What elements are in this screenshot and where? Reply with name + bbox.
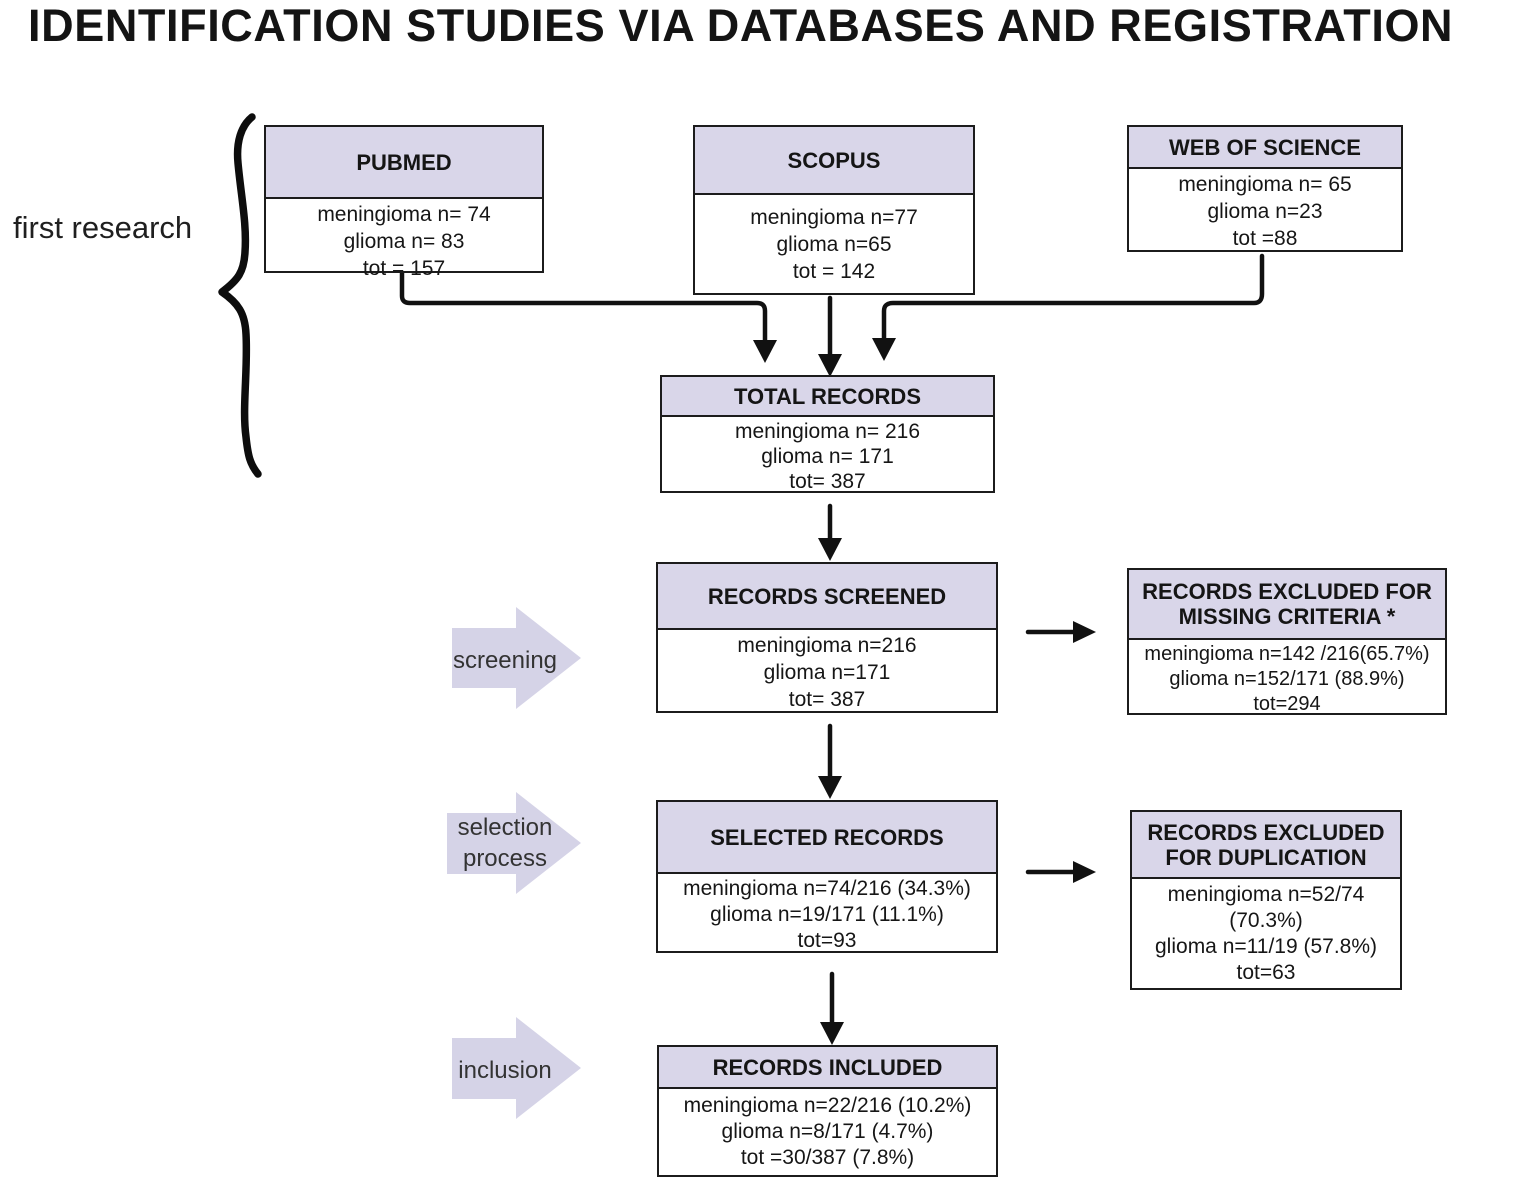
arrowhead-icon	[1073, 861, 1096, 883]
flow-box-records-screened-title: RECORDS SCREENED	[707, 583, 947, 609]
stat-line: tot= 387	[788, 688, 866, 711]
flow-box-pubmed-title: PUBMED	[356, 149, 452, 175]
flow-box-total-records-body	[662, 417, 993, 496]
flow-box-web-of-science	[1127, 125, 1403, 252]
flow-box-pubmed-body	[266, 199, 542, 284]
flow-box-records-excluded-duplication-body	[1132, 879, 1400, 988]
flow-box-selected-records-header	[658, 802, 996, 874]
stat-line: glioma n=171	[763, 661, 891, 684]
inclusion-stage-label: inclusion	[458, 1057, 552, 1084]
stat-line: meningioma n= 65	[1178, 173, 1352, 196]
flow-box-records-included-header	[659, 1047, 996, 1089]
flow-box-web-of-science-body	[1129, 169, 1401, 254]
stat-line: tot = 157	[362, 257, 446, 280]
screening-stage-label: screening	[452, 647, 558, 674]
flow-box-records-screened-header	[658, 564, 996, 630]
stat-line: glioma n=19/171 (11.1%)	[710, 903, 944, 926]
flow-box-records-included-body	[659, 1089, 996, 1175]
stat-line: meningioma n=52/74	[1167, 882, 1365, 906]
stat-line: meningioma n= 74	[317, 203, 491, 226]
stat-line: tot =88	[1232, 227, 1298, 250]
flow-box-records-excluded-duplication-title: RECORDS EXCLUDED FOR DUPLICATION	[1147, 819, 1385, 870]
stat-line: glioma n= 171	[761, 445, 894, 468]
arrowhead-icon	[818, 354, 842, 377]
flow-box-web-of-science-header	[1129, 127, 1401, 169]
stat-line: meningioma n= 216	[734, 420, 921, 443]
stat-line: tot= 387	[789, 470, 866, 493]
flow-box-records-excluded-duplication-header	[1132, 812, 1400, 879]
flow-box-records-excluded-missing-body	[1129, 640, 1445, 719]
arrowhead-icon	[753, 340, 777, 363]
flow-box-pubmed	[264, 125, 544, 280]
arrowhead-icon	[872, 338, 896, 361]
stat-line: tot=63	[1236, 960, 1296, 984]
flow-box-records-excluded-missing-header	[1129, 570, 1445, 640]
curly-brace-icon	[222, 117, 258, 474]
flow-box-selected-records-body	[658, 874, 996, 956]
flow-box-scopus	[693, 125, 975, 295]
flow-box-pubmed-header	[266, 127, 542, 199]
arrowhead-icon	[1073, 621, 1096, 643]
stat-line: tot=294	[1253, 693, 1321, 715]
flow-box-total-records	[660, 375, 995, 493]
flow-box-records-screened-body	[658, 630, 996, 715]
flow-box-records-excluded-duplication	[1130, 810, 1402, 990]
flow-box-web-of-science-title: WEB OF SCIENCE	[1169, 134, 1361, 160]
selection-stage-label-line2: process	[462, 845, 548, 872]
stat-line: tot = 142	[792, 259, 876, 283]
flow-box-total-records-title: TOTAL RECORDS	[733, 383, 921, 409]
arrowhead-icon	[818, 538, 842, 561]
stat-line: glioma n=23	[1207, 200, 1323, 223]
selection-stage-label-line1: selection	[457, 814, 553, 841]
stat-line: glioma n=11/19 (57.8%)	[1155, 934, 1377, 958]
flow-box-scopus-body	[695, 195, 973, 293]
stat-line: tot=93	[797, 929, 857, 952]
flow-box-records-included-title: RECORDS INCLUDED	[712, 1054, 943, 1080]
stat-line: (70.3%)	[1229, 908, 1303, 932]
stat-line: glioma n=65	[776, 232, 892, 256]
flow-box-scopus-title: SCOPUS	[787, 147, 881, 173]
flow-box-records-screened	[656, 562, 998, 713]
page-title: IDENTIFICATION STUDIES VIA DATABASES AND REGISTRATION	[28, 0, 1454, 51]
flow-box-selected-records-title: SELECTED RECORDS	[710, 824, 944, 850]
stat-line: glioma n=152/171 (88.9%)	[1169, 668, 1405, 690]
stat-line: tot =30/387 (7.8%)	[740, 1146, 915, 1169]
stat-line: glioma n= 83	[343, 230, 465, 253]
stat-line: meningioma n=77	[750, 205, 918, 229]
stat-line: meningioma n=22/216 (10.2%)	[683, 1094, 972, 1117]
arrowhead-icon	[818, 776, 842, 799]
stat-line: meningioma n=142 /216(65.7%)	[1144, 643, 1430, 665]
stat-line: glioma n=8/171 (4.7%)	[721, 1120, 934, 1143]
flow-box-records-excluded-missing	[1127, 568, 1447, 715]
stat-line: meningioma n=74/216 (34.3%)	[683, 877, 971, 900]
flow-box-total-records-header	[662, 377, 993, 417]
flow-box-selected-records	[656, 800, 998, 953]
flow-box-scopus-header	[695, 127, 973, 195]
selection-stage-label	[435, 812, 575, 874]
arrowhead-icon	[820, 1022, 844, 1045]
stat-line: meningioma n=216	[737, 634, 917, 657]
first-research-label: first research	[13, 210, 193, 245]
flow-box-records-excluded-missing-title: RECORDS EXCLUDED FOR MISSING CRITERIA *	[1142, 579, 1432, 629]
flow-box-records-included	[657, 1045, 998, 1177]
